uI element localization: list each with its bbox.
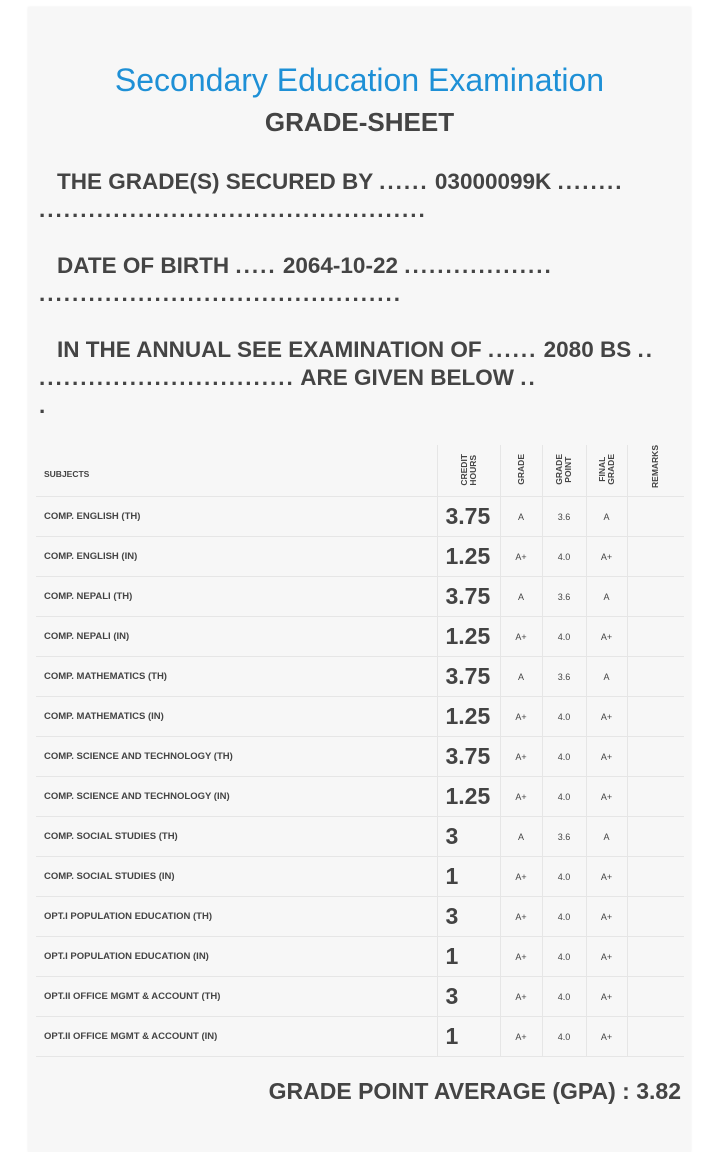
dot-leader: . — [39, 393, 48, 418]
credit-hours-cell: 1 — [437, 1017, 500, 1057]
grade-point-header: GRADE POINT — [542, 445, 586, 497]
remarks-cell — [627, 777, 684, 817]
final-grade-cell: A+ — [586, 857, 627, 897]
dob-value: 2064-10-22 — [282, 253, 398, 278]
grade-cell: A+ — [500, 537, 542, 577]
table-row — [36, 497, 684, 537]
credit-hours-cell: 1.25 — [437, 777, 500, 817]
final-grade-cell: A+ — [586, 977, 627, 1017]
subject-cell: COMP. SCIENCE AND TECHNOLOGY (IN) — [36, 777, 437, 817]
gpa-label: GRADE POINT AVERAGE (GPA) : — [268, 1078, 630, 1104]
final-grade-cell: A+ — [586, 937, 627, 977]
subject-cell: OPT.II OFFICE MGMT & ACCOUNT (IN) — [36, 1017, 437, 1057]
subject-cell: COMP. ENGLISH (TH) — [36, 497, 437, 537]
subjects-header: SUBJECTS — [36, 445, 437, 497]
grade-point-cell: 4.0 — [542, 617, 586, 657]
grade-cell: A — [500, 657, 542, 697]
subject-cell: COMP. MATHEMATICS (IN) — [36, 697, 437, 737]
grade-cell: A+ — [500, 897, 542, 937]
grade-sheet-card — [28, 7, 691, 1152]
grade-cell: A — [500, 497, 542, 537]
credit-hours-header: CREDIT HOURS — [437, 445, 500, 497]
remarks-cell — [627, 977, 684, 1017]
remarks-header: REMARKS — [627, 445, 684, 497]
final-grade-cell: A+ — [586, 537, 627, 577]
grade-point-cell: 4.0 — [542, 777, 586, 817]
table-row — [36, 697, 684, 737]
subject-cell: COMP. SOCIAL STUDIES (TH) — [36, 817, 437, 857]
subject-cell: COMP. MATHEMATICS (TH) — [36, 657, 437, 697]
grade-point-cell: 4.0 — [542, 857, 586, 897]
grade-point-cell: 3.6 — [542, 657, 586, 697]
credit-hours-cell: 3.75 — [437, 737, 500, 777]
given-below-text: ARE GIVEN BELOW — [300, 365, 514, 390]
credit-hours-cell: 1 — [437, 857, 500, 897]
credit-hours-cell: 3 — [437, 977, 500, 1017]
remarks-cell — [627, 617, 684, 657]
table-row — [36, 897, 684, 937]
final-grade-cell: A — [586, 497, 627, 537]
credit-hours-cell: 3 — [437, 817, 500, 857]
grade-point-cell: 4.0 — [542, 1017, 586, 1057]
secured-by-label: THE GRADE(S) SECURED BY — [57, 169, 373, 194]
grade-header: GRADE — [500, 445, 542, 497]
remarks-cell — [627, 657, 684, 697]
grade-cell: A+ — [500, 617, 542, 657]
credit-hours-cell: 1.25 — [437, 617, 500, 657]
grade-point-cell: 3.6 — [542, 817, 586, 857]
grade-cell: A+ — [500, 857, 542, 897]
gpa-line — [269, 1078, 681, 1105]
remarks-cell — [627, 697, 684, 737]
grade-cell: A+ — [500, 737, 542, 777]
dot-leader: ............................................... — [39, 197, 427, 222]
table-row — [36, 817, 684, 857]
given-below-line: ............................... ARE GIVEN BELOW .. — [39, 365, 537, 390]
table-header-row — [36, 445, 684, 497]
final-grade-cell: A — [586, 817, 627, 857]
table-row — [36, 657, 684, 697]
credit-hours-cell: 3 — [437, 897, 500, 937]
remarks-cell — [627, 737, 684, 777]
exam-label: IN THE ANNUAL SEE EXAMINATION OF — [57, 337, 482, 362]
grades-table — [36, 445, 684, 1057]
grade-point-cell: 3.6 — [542, 497, 586, 537]
dob-line: DATE OF BIRTH ..... 2064-10-22 .................. — [57, 253, 553, 278]
grade-cell: A+ — [500, 1017, 542, 1057]
table-row — [36, 1017, 684, 1057]
credit-hours-cell: 1 — [437, 937, 500, 977]
grade-point-cell: 4.0 — [542, 537, 586, 577]
remarks-cell — [627, 817, 684, 857]
remarks-cell — [627, 497, 684, 537]
table-row — [36, 617, 684, 657]
grade-point-cell: 4.0 — [542, 737, 586, 777]
student-id: 03000099K — [434, 169, 552, 194]
exam-title: Secondary Education Examination — [114, 62, 605, 98]
exam-year: 2080 BS — [543, 337, 632, 362]
table-row — [36, 737, 684, 777]
grade-sheet-heading: GRADE-SHEET — [264, 107, 455, 137]
remarks-cell — [627, 1017, 684, 1057]
table-row — [36, 937, 684, 977]
final-grade-cell: A — [586, 577, 627, 617]
remarks-cell — [627, 857, 684, 897]
subject-cell: OPT.I POPULATION EDUCATION (IN) — [36, 937, 437, 977]
subject-cell: COMP. SCIENCE AND TECHNOLOGY (TH) — [36, 737, 437, 777]
table-row — [36, 537, 684, 577]
subject-cell: COMP. NEPALI (TH) — [36, 577, 437, 617]
grade-point-cell: 4.0 — [542, 977, 586, 1017]
grade-point-cell: 4.0 — [542, 937, 586, 977]
subject-cell: COMP. SOCIAL STUDIES (IN) — [36, 857, 437, 897]
grade-cell: A+ — [500, 697, 542, 737]
credit-hours-cell: 3.75 — [437, 577, 500, 617]
final-grade-cell: A+ — [586, 697, 627, 737]
gpa-value: 3.82 — [636, 1078, 681, 1104]
grade-cell: A — [500, 817, 542, 857]
final-grade-cell: A+ — [586, 737, 627, 777]
final-grade-header: FINAL GRADE — [586, 445, 627, 497]
credit-hours-cell: 1.25 — [437, 697, 500, 737]
subject-cell: OPT.I POPULATION EDUCATION (TH) — [36, 897, 437, 937]
table-row — [36, 577, 684, 617]
secured-by-line: THE GRADE(S) SECURED BY ...... 03000099K ........ — [57, 169, 624, 194]
final-grade-cell: A+ — [586, 1017, 627, 1057]
dob-label: DATE OF BIRTH — [57, 253, 230, 278]
final-grade-cell: A — [586, 657, 627, 697]
final-grade-cell: A+ — [586, 777, 627, 817]
remarks-cell — [627, 937, 684, 977]
grade-cell: A+ — [500, 777, 542, 817]
table-row — [36, 977, 684, 1017]
grades-table-wrapper — [36, 445, 684, 1057]
exam-line: IN THE ANNUAL SEE EXAMINATION OF ...... 2080 BS .. — [57, 337, 654, 362]
grade-point-cell: 4.0 — [542, 897, 586, 937]
final-grade-cell: A+ — [586, 617, 627, 657]
grade-cell: A+ — [500, 977, 542, 1017]
grade-cell: A — [500, 577, 542, 617]
grade-point-cell: 3.6 — [542, 577, 586, 617]
credit-hours-cell: 3.75 — [437, 497, 500, 537]
subject-cell: COMP. ENGLISH (IN) — [36, 537, 437, 577]
table-row — [36, 857, 684, 897]
remarks-cell — [627, 537, 684, 577]
remarks-cell — [627, 897, 684, 937]
grade-cell: A+ — [500, 937, 542, 977]
grade-point-cell: 4.0 — [542, 697, 586, 737]
dot-leader: ............................................ — [39, 281, 403, 306]
table-row — [36, 777, 684, 817]
subject-cell: COMP. NEPALI (IN) — [36, 617, 437, 657]
credit-hours-cell: 1.25 — [437, 537, 500, 577]
subject-cell: OPT.II OFFICE MGMT & ACCOUNT (TH) — [36, 977, 437, 1017]
credit-hours-cell: 3.75 — [437, 657, 500, 697]
remarks-cell — [627, 577, 684, 617]
final-grade-cell: A+ — [586, 897, 627, 937]
